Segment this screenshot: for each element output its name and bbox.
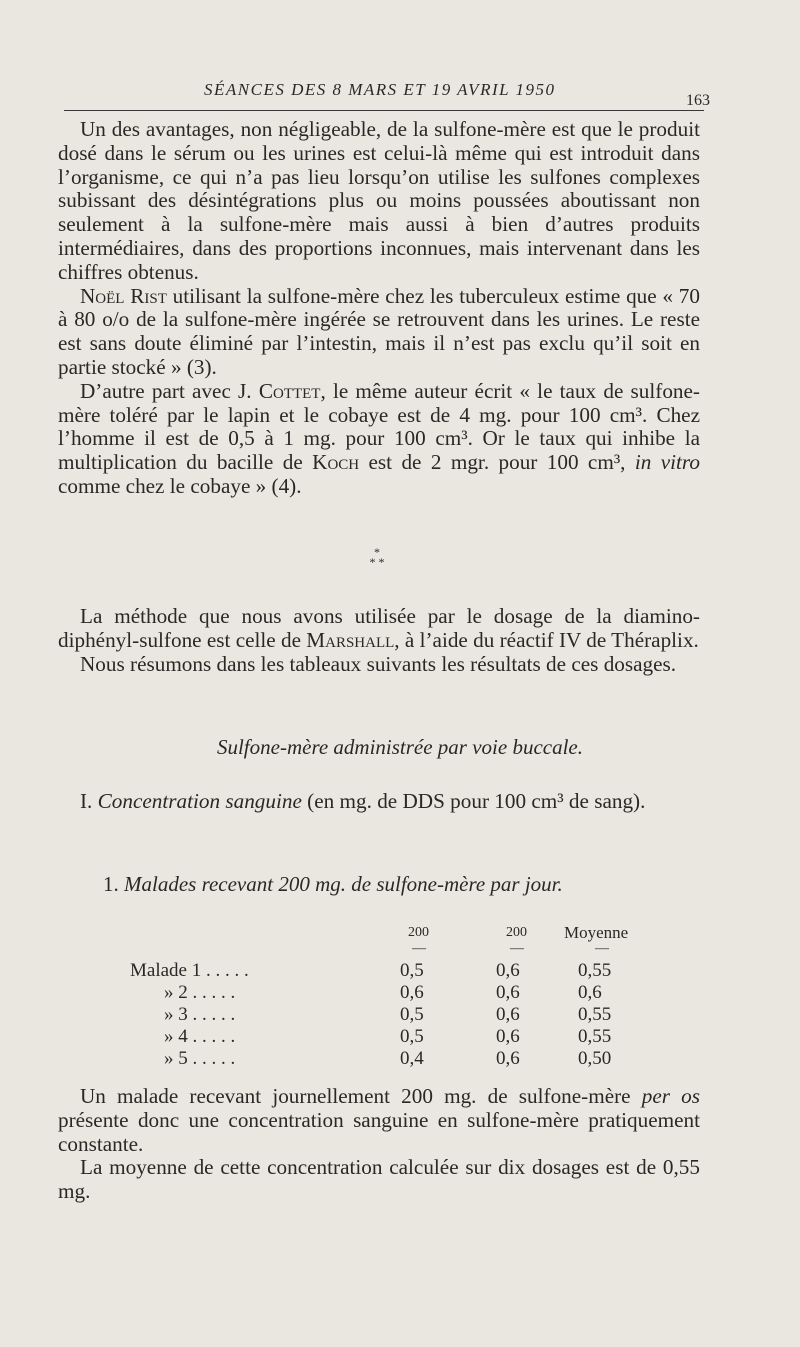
author-name-rist: Noël Rist — [80, 283, 167, 308]
author-name-koch: Koch — [312, 450, 360, 475]
column-dash-1: — — [412, 941, 426, 956]
author-name-marshall: Marshall — [306, 627, 395, 652]
running-header — [64, 80, 710, 111]
body-text-bottom — [58, 1085, 700, 1204]
body-text-middle — [58, 605, 700, 676]
column-header-2: 200 — [506, 925, 527, 940]
body-text-top — [58, 118, 700, 499]
page-number: 163 — [686, 92, 710, 109]
paragraph-1: Un des avantages, non négligeable, de la sulfone-mère est que le produit dosé dans le sérum ou les urines est celui-là même qui est introduit dans l’organisme, ce qui n’a pas lieu lorsqu’on utilise les sulfones complexes subissant des désintégrations plus ou moins poussées aboutissant non seulement à la sulfone-mère mais aussi à bien d’autres produits intermédiaires, dans des proportions inconnues, mais intervenant dans les chiffres obtenus. — [58, 117, 700, 284]
section-separator: * * * — [369, 545, 385, 569]
table-heading: 1. Malades recevant 200 mg. de sulfone-mère par jour. — [103, 872, 563, 896]
author-name-cottet: Cottet — [258, 378, 321, 403]
paragraph-6: I. Concentration sanguine (en mg. de DDS pour 100 cm³ de sang). — [80, 789, 646, 813]
paragraph-8: La moyenne de cette concentration calculée sur dix dosages est de 0,55 mg. — [58, 1155, 700, 1204]
column-header-3: Moyenne — [564, 923, 629, 942]
paragraph-3: D’autre part avec J. Cottet, le même auteur écrit « le taux de sulfone-mère toléré par le lapin et le cobaye est de 4 mg. pour 100 cm³. Chez l’homme il est de 0,5 à 1 mg. pour 100 cm³. Or le taux qui inhibe la multiplication du bacille de Koch est de 2 mgr. pour 100 cm³, in vitro comme chez le cobaye » (4). — [58, 378, 700, 498]
column-dash-3: — — [595, 941, 609, 956]
section-title: Sulfone-mère administrée par voie buccale. — [216, 735, 584, 759]
paragraph-4: La méthode que nous avons utilisée par le dosage de la diamino-diphényl-sulfone est celle de Marshall, à l’aide du réactif IV de Théraplix. — [58, 604, 700, 652]
body-text-concentration — [58, 790, 700, 814]
header-title: SÉANCES DES 8 MARS ET 19 AVRIL 1950 — [204, 80, 556, 99]
column-header-1: 200 — [408, 925, 429, 940]
paragraph-7: Un malade recevant journellement 200 mg. de sulfone-mère per os présente donc une concentration sanguine en sulfone-mère pratiquement constante. — [58, 1084, 700, 1156]
document-page: SÉANCES DES 8 MARS ET 19 AVRIL 1950 163 Un des avantages, non négligeable, de la sulfone-mère est que le produit dosé dans le sérum ou les urines est celui-là même qui est introduit dans l’organisme, ce qui n’a pas lieu lorsqu’on utilise les sulfones complexes subissant des désintégrations plus ou moins poussées aboutissant non seulement à la sulfone-mère mais aussi à bien d’autres produits intermédiaires, dans des proportions inconnues, mais intervenant dans les chiffres obtenus. Noël Rist utilisant la sulfone-mère chez les tuberculeux estime que « 70 à 80 o/o de la sulfone-mère ingérée se retrouvent dans les urines. Le reste est sans doute éliminé par l’intestin, mais il n’est pas exclu qu’il soit en partie stocké » (3). D’autre part avec J. Cottet, le même auteur écrit « le taux de sulfone-mère toléré par le lapin et le cobaye est de 4 mg. pour 100 cm³. Chez l’homme il est de 0,5 à 1 mg. pour 100 cm³. Or le taux qui inhibe la multiplication du bacille de Koch est de 2 mgr. pour 100 cm³, in vitro comme chez le cobaye » (4). * * * La méthode que nous avons utilisée par le dosage de la diamino-diphényl-sulfone est celle de Marshall, à l’aide du réactif IV de Théraplix. Nous résumons dans les tableaux suivants les résultats de ces dosages. Sulfone-mère administrée par voie buccale. I. Concentration sanguine (en mg. de DDS pour 100 cm³ de sang). 1. Malades recevant 200 mg. de sulfone-mère par jour. 200 200 Moyenne — — — Malade 1 . . . . . 0,5 0,6 0,55 » 2 . . . . . 0,6 0,6 0,6 » 3 . . . . . 0,5 0,6 0,55 » 4 . . . . . 0,5 0,6 0,55 » 5 . . . . . 0,4 0,6 0,50 Un malade recevant journellement 200 mg. de sulfone-mère per os présente donc une concentration sanguine en sulfone-mère pratiquement constante. La moyenne de cette concentration calculée sur dix dosages est de 0,55 mg. — [0, 0, 800, 1347]
paragraph-2: Noël Rist utilisant la sulfone-mère chez les tuberculeux estime que « 70 à 80 o/o de la sulfone-mère ingérée se retrouvent dans les urines. Le reste est sans doute éliminé par l’intestin, mais il n’est pas exclu qu’il soit en partie stocké » (3). — [58, 283, 700, 379]
paragraph-5: Nous résumons dans les tableaux suivants les résultats de ces dosages. — [80, 651, 677, 676]
column-dash-2: — — [510, 941, 524, 956]
